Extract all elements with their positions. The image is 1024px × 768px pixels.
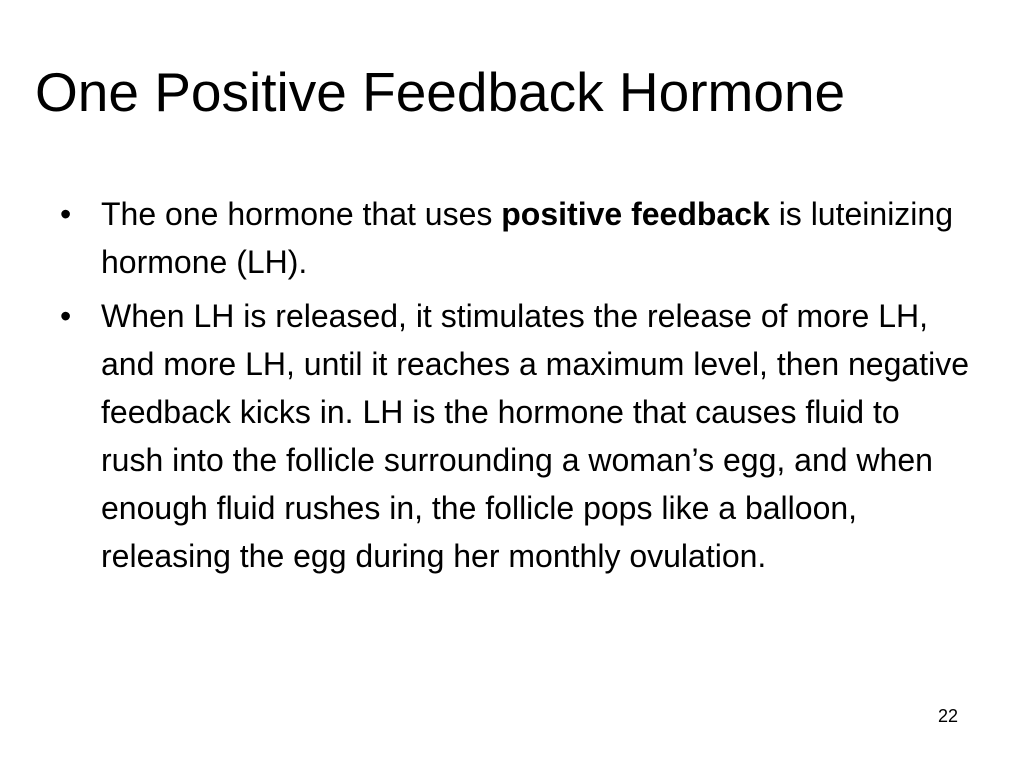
bullet-text: When LH is released, it stimulates the release of more LH, and more LH, until it reaches a maximum level, then negative feedback kicks in. LH is the hormone that causes fluid to rush into the follicle surrounding a woman’s egg, and when enough fluid rushes in, the follicle pops like a balloon, releasing the egg during her monthly ovulation. bbox=[101, 298, 969, 574]
slide-number: 22 bbox=[938, 706, 959, 726]
bullet-icon: • bbox=[60, 298, 72, 334]
bullet-text-start: The one hormone that uses bbox=[101, 196, 502, 232]
bullet-emphasis: positive feedback bbox=[501, 196, 770, 232]
bullet-text-end: is luteinizing hormone (LH). bbox=[101, 196, 953, 280]
slide-title: One Positive Feedback Hormone bbox=[35, 61, 846, 123]
bullet-item-lh-release bbox=[60, 292, 970, 580]
bullet-item-positive-feedback bbox=[60, 190, 970, 286]
bullet-icon: • bbox=[60, 196, 72, 232]
bullet-list bbox=[60, 190, 970, 586]
